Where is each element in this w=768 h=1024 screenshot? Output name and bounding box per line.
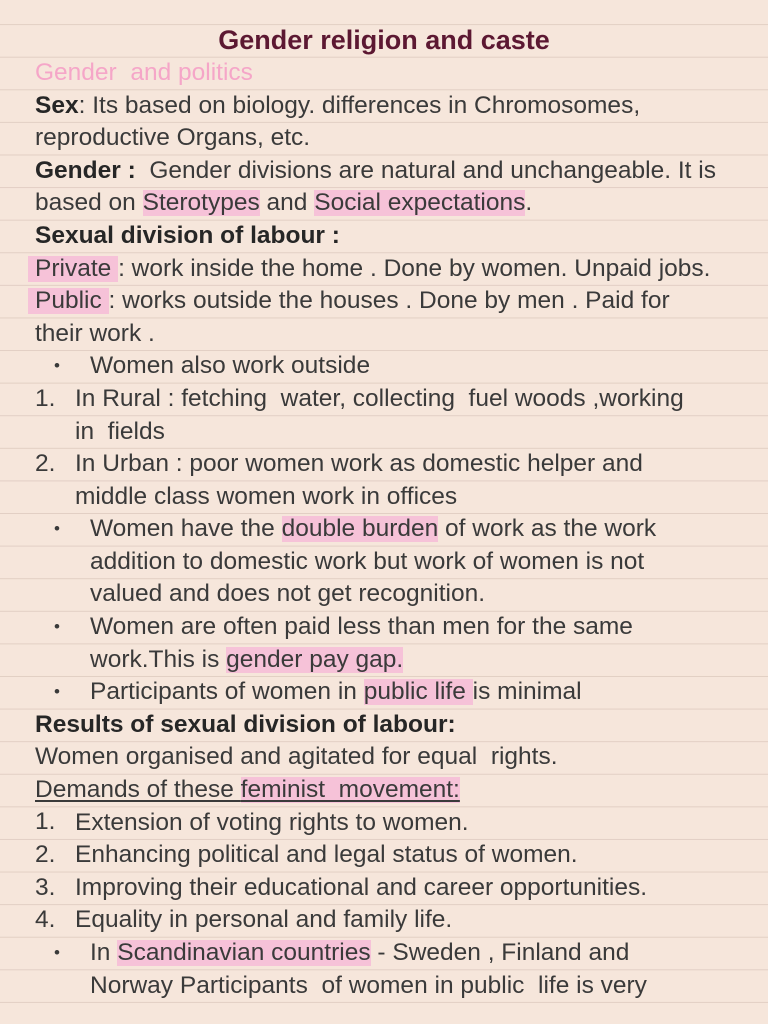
line-text: their work .: [35, 319, 155, 347]
demand-item-political-status: [0, 839, 768, 872]
numbered-item-rural: [0, 383, 768, 416]
sexual-division-heading: [0, 220, 768, 253]
subheading-text: Results of sexual division of labour:: [35, 710, 456, 738]
line-text: In Rural : fetching water, collecting fuel woods ,working: [75, 384, 684, 412]
sex-definition-line-2: [0, 122, 768, 155]
highlight-public-life: public life: [363, 678, 473, 706]
line-text: Enhancing political and legal status of women.: [75, 841, 578, 869]
bullet-double-burden: [0, 513, 768, 546]
number-marker: 2.: [35, 449, 56, 477]
number-marker: 1.: [35, 808, 56, 836]
public-definition-line-2: [0, 317, 768, 350]
demand-item-education: [0, 872, 768, 905]
heading-row: [0, 57, 768, 90]
line-text: : Its based on biology. differences in Chromosomes,: [78, 91, 641, 119]
line-text: and: [259, 189, 315, 217]
line-text: Improving their educational and career opportunities.: [75, 873, 648, 901]
highlight-sterotypes: Sterotypes: [142, 189, 260, 217]
results-heading: [0, 709, 768, 742]
private-definition-line: [0, 252, 768, 285]
results-line: [0, 741, 768, 774]
line-text: in fields: [75, 417, 165, 445]
line-text: : works outside the houses . Done by men . Paid for: [108, 287, 670, 315]
bullet-marker: •: [54, 356, 60, 376]
line-text: Women are often paid less than men for the same: [90, 613, 633, 641]
numbered-item-urban-cont: [0, 480, 768, 513]
term-gender: Gender :: [35, 156, 136, 184]
number-marker: 2.: [35, 840, 56, 868]
demand-item-equality: [0, 904, 768, 937]
line-text: is minimal: [472, 678, 582, 706]
line-text: valued and does not get recognition.: [90, 580, 486, 608]
public-definition-line: [0, 285, 768, 318]
line-text: of work as the work: [438, 515, 657, 543]
sex-definition-line: [0, 89, 768, 122]
highlight-feminist-movement: feminist movement:: [240, 776, 460, 804]
bullet-women-work-outside: [0, 350, 768, 383]
bullet-pay-gap: [0, 611, 768, 644]
bullet-scandinavia: [0, 937, 768, 970]
bullet-marker: •: [54, 681, 60, 701]
section-heading: Gender and politics: [35, 58, 253, 86]
number-marker: 3.: [35, 873, 56, 901]
line-text: Women also work outside: [90, 352, 371, 380]
title-row: [0, 24, 768, 57]
highlight-private: Private: [28, 256, 118, 282]
bullet-marker: •: [54, 519, 60, 538]
gender-definition-line: [0, 154, 768, 187]
highlight-gender-pay-gap: gender pay gap.: [226, 645, 404, 673]
line-text: In: [90, 939, 118, 967]
bullet-marker: •: [54, 942, 60, 962]
numbered-item-rural-cont: [0, 415, 768, 448]
line-text: Gender divisions are natural and unchangeable. It is: [135, 156, 716, 184]
bullet-public-life: [0, 676, 768, 709]
highlight-social-expectations: Social expectations: [314, 189, 526, 217]
note-sheet: [0, 24, 768, 1002]
bullet-double-burden-cont: [0, 578, 768, 611]
numbered-item-urban: [0, 448, 768, 481]
bullet-scandinavia-cont: [0, 969, 768, 1002]
line-text: Women organised and agitated for equal rights.: [35, 743, 558, 771]
number-marker: 1.: [35, 384, 56, 412]
line-text: Women have the: [90, 515, 282, 543]
line-text: reproductive Organs, etc.: [35, 124, 311, 152]
line-text: addition to domestic work but work of women is not: [90, 547, 645, 575]
number-marker: 4.: [35, 906, 56, 934]
line-text: - Sweden , Finland and: [370, 939, 630, 967]
highlight-double-burden: double burden: [281, 515, 439, 543]
gender-definition-line-2: [0, 187, 768, 220]
line-text: Norway Participants of women in public life is very: [90, 971, 647, 999]
demands-heading: [0, 774, 768, 807]
subheading-text: Sexual division of labour :: [35, 221, 340, 249]
demand-item-voting: [0, 806, 768, 839]
note-title: Gender religion and caste: [218, 25, 550, 56]
line-text: middle class women work in offices: [75, 482, 458, 510]
bullet-marker: •: [54, 616, 60, 636]
line-text: Equality in personal and family life.: [75, 906, 453, 934]
highlight-scandinavian-countries: Scandinavian countries: [117, 939, 371, 967]
line-text: : work inside the home . Done by women. Unpaid jobs.: [118, 254, 711, 282]
bullet-double-burden-cont: [0, 546, 768, 579]
line-text: work.This is: [90, 645, 227, 673]
line-text: Demands of these: [35, 776, 241, 804]
line-text: Participants of women in: [90, 678, 364, 706]
line-text: In Urban : poor women work as domestic helper and: [75, 450, 643, 478]
highlight-public: Public: [28, 288, 109, 314]
line-text: Extension of voting rights to women.: [75, 808, 469, 836]
line-text: .: [525, 189, 533, 217]
line-text: based on: [35, 189, 143, 217]
bullet-pay-gap-cont: [0, 643, 768, 676]
term-sex: Sex: [35, 91, 79, 119]
